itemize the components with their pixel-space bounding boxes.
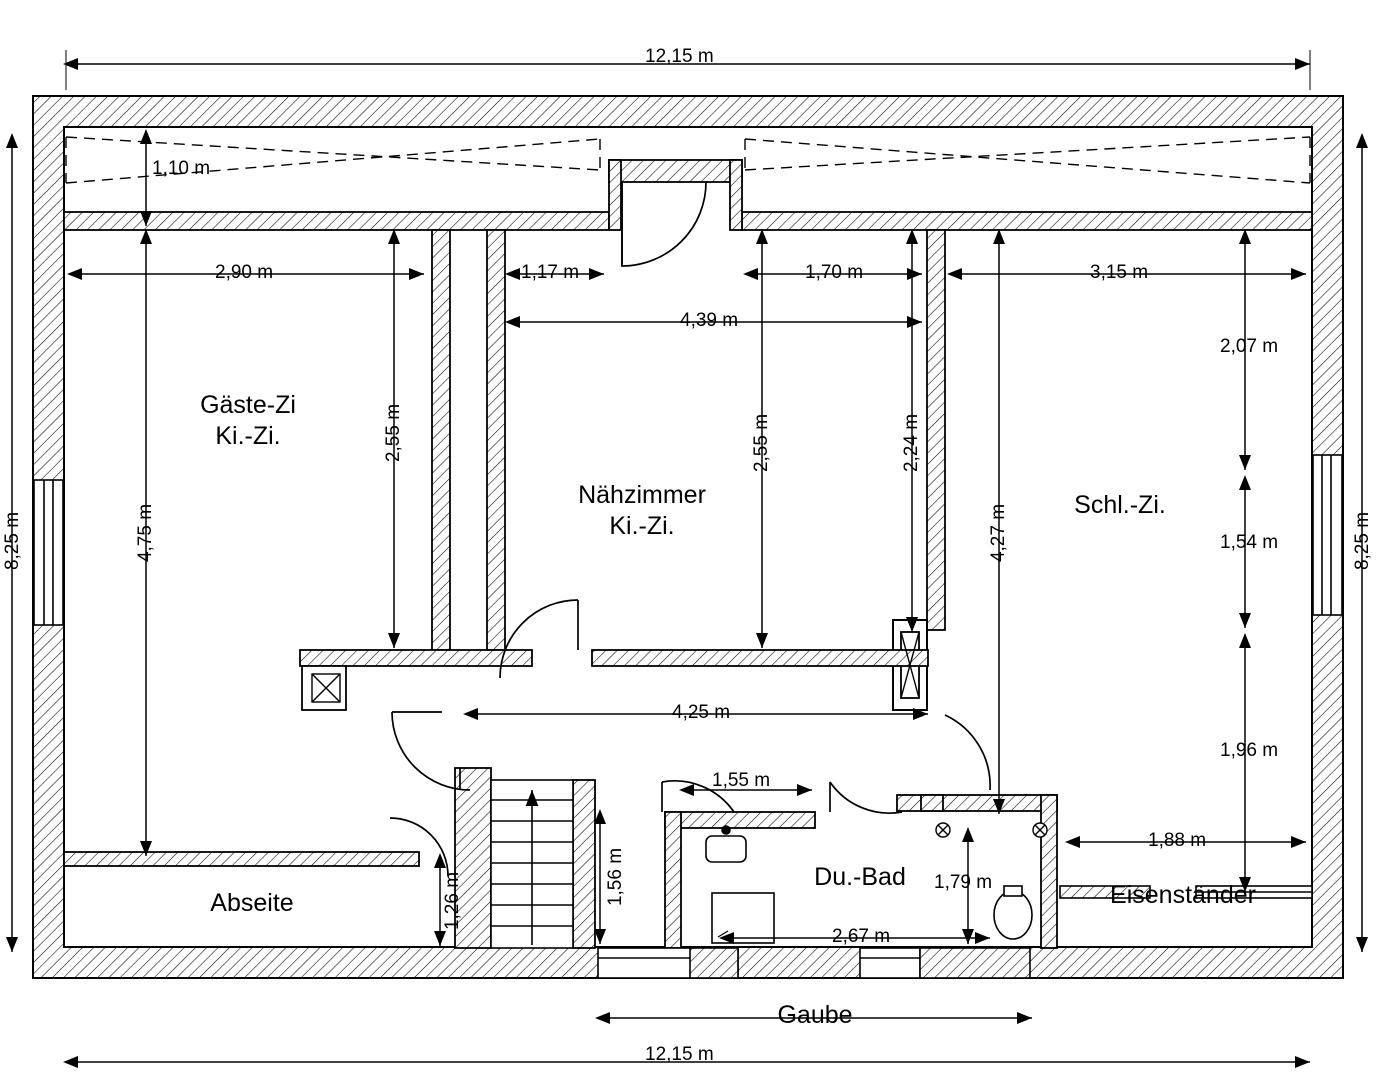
dimension-bedroom-width: 3,15 m — [1090, 262, 1149, 283]
dimension-guest-height: 4,75 m — [135, 503, 157, 563]
room-label-du-bad: Du.-Bad — [814, 863, 906, 891]
dimension-iron-1-88: 1,88 m — [1148, 830, 1207, 851]
dimension-bedroom-low: 1,96 m — [1220, 740, 1279, 761]
staircase — [491, 780, 573, 948]
dimension-bath-1-79: 1,79 m — [934, 872, 993, 893]
dimension-bath-long: 2,67 m — [832, 926, 891, 947]
dimension-bedroom-top: 2,07 m — [1220, 336, 1279, 357]
dimension-bottom-overall: 12,15 m — [645, 1044, 714, 1065]
dimension-hall-4-27: 4,27 m — [988, 503, 1010, 563]
dimension-stair-1-26: 1,26 m — [442, 871, 464, 931]
dimension-guest-width: 2,90 m — [215, 262, 274, 283]
dimension-wall-2-24: 2,24 m — [901, 413, 923, 473]
dimension-door-gap: 1,70 m — [805, 262, 864, 283]
dimension-sewing-height: 2,55 m — [751, 413, 773, 473]
dimension-right-overall: 8,25 m — [1352, 511, 1374, 571]
room-label-eisenstander: Eisenständer — [1110, 881, 1256, 909]
dimension-hall-4-25: 4,25 m — [672, 702, 731, 723]
dimension-left-overall: 8,25 m — [2, 511, 24, 571]
dimension-bath-width: 1,55 m — [712, 770, 771, 791]
dimension-attic-setback: 1,10 m — [152, 158, 211, 179]
dimension-corridor-width: 1,17 m — [521, 262, 580, 283]
dimension-top-overall: 12,15 m — [645, 46, 714, 67]
dimension-bedroom-mid: 1,54 m — [1220, 532, 1279, 553]
room-label-schlafzimmer: Schl.-Zi. — [1074, 491, 1166, 519]
dimension-guest-inner: 2,55 m — [383, 403, 405, 463]
room-label-nahzimmer: Nähzimmer Ki.-Zi. — [578, 481, 706, 541]
room-label-abseite: Abseite — [210, 889, 294, 917]
dimension-sewing-width: 4,39 m — [680, 310, 739, 331]
room-label-gaste-zi: Gäste-Zi Ki.-Zi. — [200, 391, 296, 451]
room-label-gaube: Gaube — [777, 1001, 853, 1029]
dimension-bath-depth: 1,56 m — [605, 847, 627, 907]
